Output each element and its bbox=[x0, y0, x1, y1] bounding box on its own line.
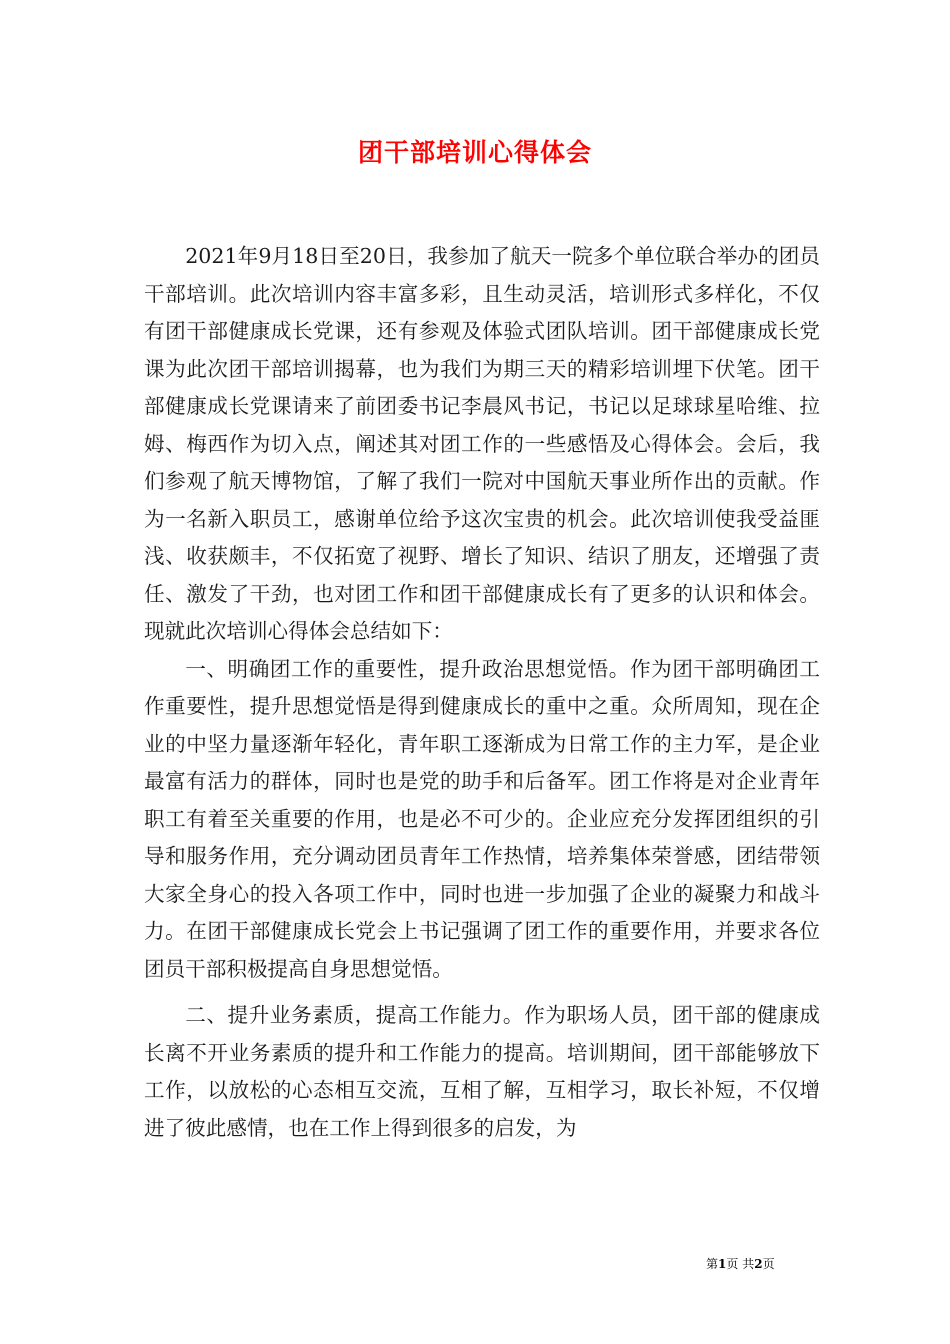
page-number-footer bbox=[706, 1255, 775, 1272]
page-mid: 页 共 bbox=[726, 1257, 755, 1271]
total-page-number: 2 bbox=[754, 1257, 763, 1271]
section-one-paragraph: 一、明确团工作的重要性，提升政治思想觉悟。作为团干部明确团工作重要性，提升思想觉悟是得到健康成长的重中之重。众所周知，现在企业的中坚力量逐渐年轻化，青年职工逐渐成为日常工作的主力军，是企业最富有活力的群体，同时也是党的助手和后备军。团工作将是对企业青年职工有着至关重要的作用，也是必不可少的。企业应充分发挥团组织的引导和服务作用，充分调动团员青年工作热情，培养集体荣誉感，团结带领大家全身心的投入各项工作中，同时也进一步加强了企业的凝聚力和战斗力。在团干部健康成长党会上书记强调了团工作的重要作用，并要求各位团员干部积极提高自身思想觉悟。 bbox=[144, 656, 820, 981]
section-two-paragraph: 二、提升业务素质，提高工作能力。作为职场人员，团干部的健康成长离不开业务素质的提升和工作能力的提高。培训期间，团干部能够放下工作，以放松的心态相互交流，互相了解，互相学习，取长补短，不仅增进了彼此感情，也在工作上得到很多的启发，为 bbox=[144, 1003, 820, 1140]
intro-paragraph: 2021年9月18日至20日，我参加了航天一院多个单位联合举办的团员干部培训。此次培训内容丰富多彩，且生动灵活，培训形式多样化，不仅有团干部健康成长党课，还有参观及体验式团队培训。团干部健康成长党课为此次团干部培训揭幕，也为我们为期三天的精彩培训埋下伏笔。团干部健康成长党课请来了前团委书记李晨风书记，书记以足球球星哈维、拉姆、梅西作为切入点，阐述其对团工作的一些感悟及心得体会。会后，我们参观了航天博物馆，了解了我们一院对中国航天事业所作出的贡献。作为一名新入职员工，感谢单位给予这次宝贵的机会。此次培训使我受益匪浅、收获颇丰，不仅拓宽了视野、增长了知识、结识了朋友，还增强了责任、激发了干劲，也对团工作和团干部健康成长有了更多的认识和体会。现就此次培训心得体会总结如下： bbox=[144, 244, 820, 643]
page-prefix: 第 bbox=[706, 1257, 719, 1271]
document-title: 团干部培训心得体会 bbox=[357, 138, 592, 167]
document-body bbox=[144, 238, 820, 1147]
current-page-number: 1 bbox=[718, 1257, 727, 1271]
page-suffix: 页 bbox=[762, 1257, 775, 1271]
